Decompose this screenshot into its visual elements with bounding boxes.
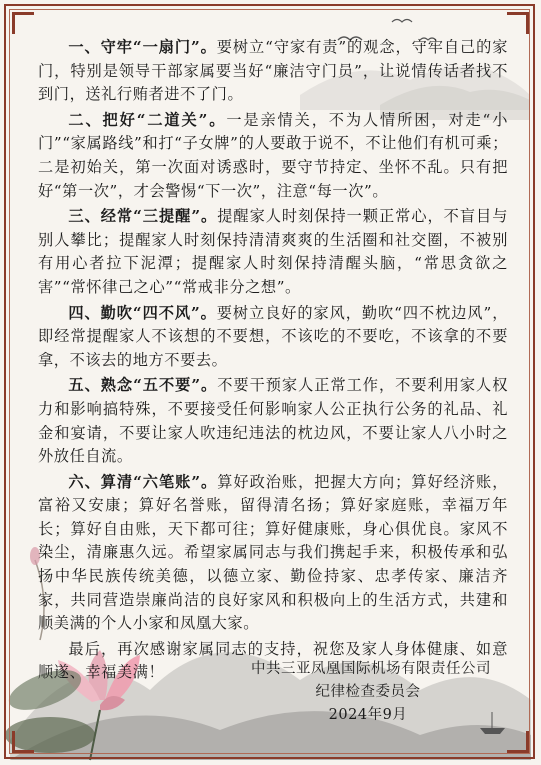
paragraph-lead: 四、勤吹“四不风”。 bbox=[68, 303, 217, 322]
signature-block bbox=[251, 658, 491, 727]
paragraph-6 bbox=[38, 471, 508, 636]
letter-body bbox=[38, 36, 508, 687]
paragraph-text: 要树立良好的家风，勤吹“四不枕边风”，即经常提醒家人不该想的不要想，不该吃的不要吃，不该拿的不要拿，不该去的地方不要去。 bbox=[38, 303, 508, 369]
paragraph-lead: 五、熟念“五不要”。 bbox=[68, 376, 218, 395]
paragraph-text: 最后，再次感谢家属同志的支持，祝您及家人身体健康、如意顺遂、幸福美满！ bbox=[38, 639, 508, 682]
paragraph-lead: 六、算清“六笔账”。 bbox=[68, 472, 218, 491]
paragraph-text: 不要干预家人正常工作，不要利用家人权力和影响搞特殊，不要接受任何影响家人公正执行公务的礼品、礼金和宴请，不要让家人吹违纪违法的枕边风，不要让家人八小时之外放任自流。 bbox=[38, 376, 508, 466]
frame-corner bbox=[12, 731, 34, 753]
paragraph-1 bbox=[38, 36, 508, 107]
paragraph-lead: 一、守牢“一扇门”。 bbox=[68, 38, 217, 56]
signature-organization: 中共三亚凤凰国际机场有限责任公司 bbox=[251, 661, 491, 677]
paragraph-2 bbox=[38, 109, 508, 203]
paragraph-lead: 二、把好“二道关”。 bbox=[68, 110, 227, 129]
paragraph-text: 提醒家人时刻保持一颗正常心，不盲目与别人攀比；提醒家人时刻保持清清爽爽的生活圈和社交圈，不被别有用心者拉下泥潭；提醒家人时刻保持清醒头脑，“常思贪欲之害”“常怀律己之心”“常戒非分之想”。 bbox=[38, 207, 508, 296]
signature-department: 纪律检查委员会 bbox=[315, 684, 421, 700]
paragraph-text: 一是亲情关，不为人情所困，对走“小门”“家属路线”和打“子女牌”的人要敢于说不，不让他们有机可乘；二是初始关，第一次面对诱惑时，要守节持定、坐怀不乱。只有把好“第一次”，才会警惕“下一次”，注意“每一次”。 bbox=[38, 110, 508, 200]
paragraph-4 bbox=[38, 302, 508, 373]
paragraph-5 bbox=[38, 374, 508, 468]
paragraph-text: 要树立“守家有责”的观念，守牢自己的家门，特别是领导干部家属要当好“廉洁守门员”，让说情传话者找不到门，送礼行贿者进不了门。 bbox=[38, 38, 508, 104]
frame-corner bbox=[507, 12, 529, 34]
frame-corner bbox=[507, 731, 529, 753]
paragraph-text: 算好政治账，把握大方向；算好经济账，富裕又安康；算好名誉账，留得清名扬；算好家庭账，幸福万年长；算好自由账，天下都可往；算好健康账，身心俱优良。家风不染尘，清廉惠久远。希望家属同志与我们携起手来，积极传承和弘扬中华民族传统美德，以德立家、勤俭持家、忠孝传家、廉洁齐家，共同营造崇廉尚洁的良好家风和积极向上的生活方式，共建和顺美满的个人小家和凤凰大家。 bbox=[38, 472, 508, 633]
paragraph-3 bbox=[38, 205, 508, 299]
paragraph-lead: 三、经常“三提醒”。 bbox=[68, 207, 218, 226]
signature-date: 2024年9月 bbox=[328, 707, 408, 723]
frame-corner bbox=[12, 12, 34, 34]
